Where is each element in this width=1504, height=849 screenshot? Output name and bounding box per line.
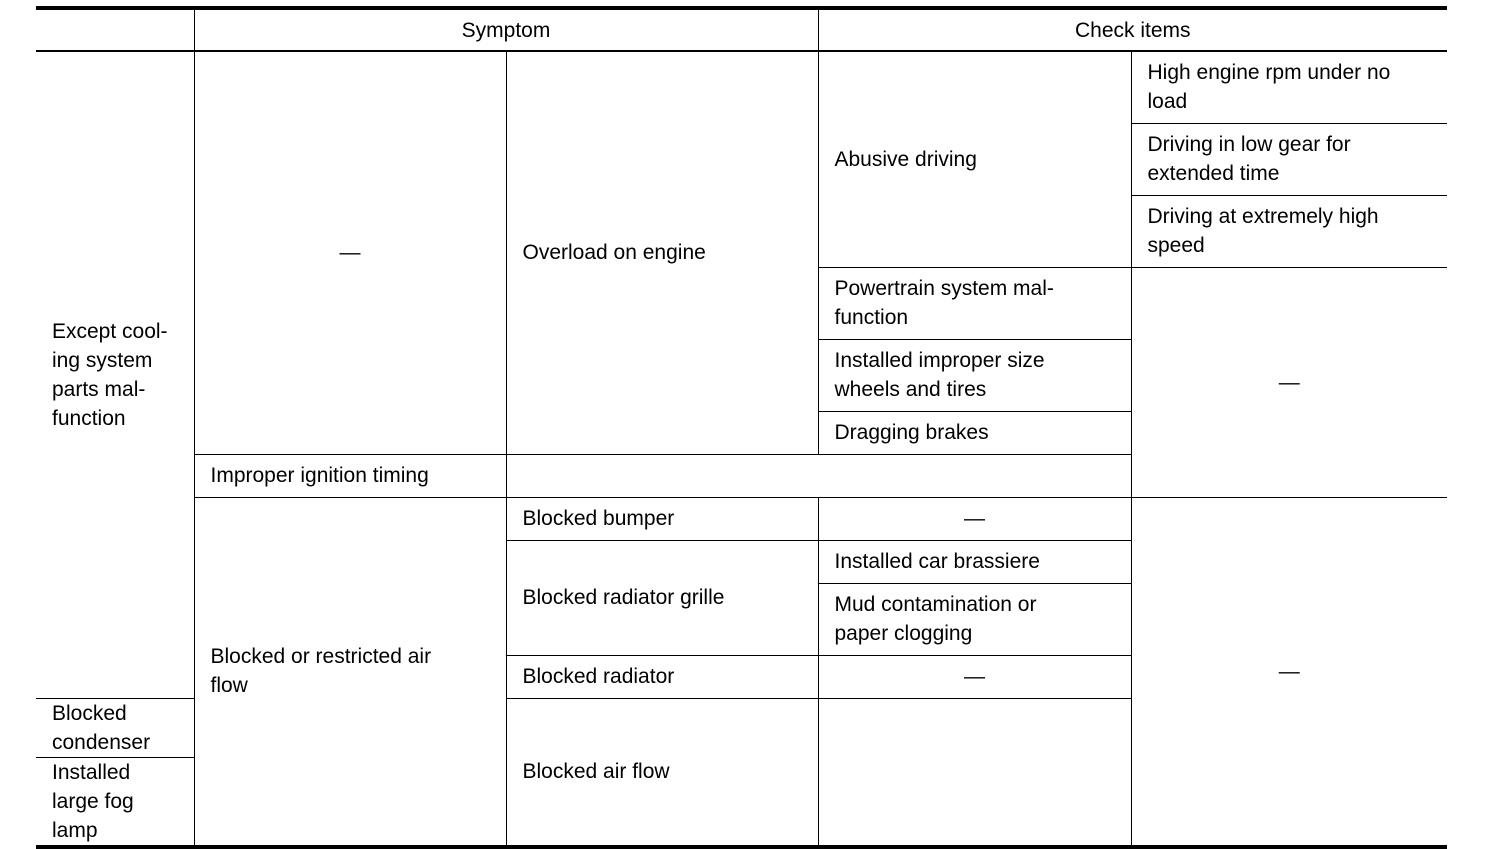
check-car-brassiere: Installed car brassiere bbox=[818, 540, 1131, 583]
check-high-speed: Driving at extremely high speed bbox=[1131, 195, 1447, 267]
check-high-rpm: High engine rpm under no load bbox=[1131, 51, 1447, 123]
category-cell: Except cool- ing system parts mal- function bbox=[36, 51, 194, 698]
symptom-blocked-condenser: Blocked condenser bbox=[36, 698, 194, 757]
check-abusive-driving: Abusive driving bbox=[818, 51, 1131, 267]
detail-dash: — bbox=[1131, 267, 1447, 497]
troubleshooting-table bbox=[36, 6, 1447, 849]
detail-airflow-dash: — bbox=[1131, 497, 1447, 847]
check-radiator-dash: — bbox=[818, 655, 1131, 698]
symptom-group-dash: — bbox=[194, 51, 506, 454]
table-row bbox=[36, 51, 1447, 123]
check-low-gear: Driving in low gear for extended time bbox=[1131, 123, 1447, 195]
symptom-blocked-bumper: Blocked bumper bbox=[506, 497, 818, 540]
symptom-blocked-air-flow: Blocked or restricted air flow bbox=[194, 497, 506, 847]
symptom-blocked-grille: Blocked radiator grille bbox=[506, 540, 818, 655]
check-powertrain: Powertrain system mal- function bbox=[818, 267, 1131, 339]
symptom-blocked-radiator: Blocked radiator bbox=[506, 655, 818, 698]
check-ignition-timing: Improper ignition timing bbox=[194, 454, 506, 497]
check-dragging-brakes: Dragging brakes bbox=[818, 411, 1131, 454]
header-check-items: Check items bbox=[818, 8, 1447, 51]
header-blank bbox=[36, 8, 194, 51]
table-row bbox=[36, 497, 1447, 540]
check-improper-wheels: Installed improper size wheels and tires bbox=[818, 339, 1131, 411]
header-row bbox=[36, 8, 1447, 51]
check-bumper-dash: — bbox=[818, 497, 1131, 540]
symptom-fog-lamp: Installed large fog lamp bbox=[36, 757, 194, 847]
header-symptom: Symptom bbox=[194, 8, 818, 51]
check-blocked-air-flow: Blocked air flow bbox=[506, 698, 818, 847]
check-mud-contamination: Mud contamination or paper clogging bbox=[818, 583, 1131, 655]
symptom-overload: Overload on engine bbox=[506, 51, 818, 454]
